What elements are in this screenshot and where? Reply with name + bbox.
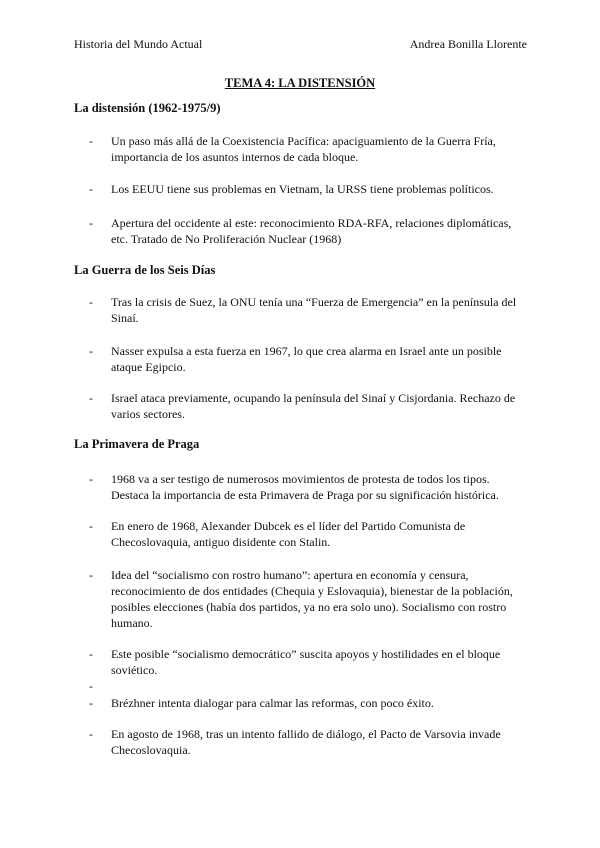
bullet-dash: - bbox=[89, 696, 93, 710]
document-title: TEMA 4: LA DISTENSIÓN bbox=[224, 76, 376, 90]
list-item bbox=[74, 695, 529, 711]
bullet-dash: - bbox=[89, 472, 93, 486]
bullet-dash: - bbox=[89, 182, 93, 196]
list-item-text: En agosto de 1968, tras un intento fallido de diálogo, el Pacto de Varsovia invade Checoslovaquia. bbox=[111, 727, 501, 757]
list-item bbox=[74, 343, 529, 375]
bullet-dash: - bbox=[89, 391, 93, 405]
bullet-dash: - bbox=[89, 344, 93, 358]
list-item-text: Este posible “socialismo democrático” suscita apoyos y hostilidades en el bloque soviético. bbox=[111, 647, 501, 677]
list-item-text: Idea del “socialismo con rostro humano”: apertura en economía y censura, reconocimiento de dos entidades (Chequia y Eslovaquia), bienestar de la población, posibles elecciones (había dos partidos, ya no era solo uno). Socialismo con rostro humano. bbox=[111, 568, 513, 630]
list-item bbox=[74, 215, 529, 247]
bullet-dash: - bbox=[89, 679, 93, 693]
section-heading-primavera-praga: La Primavera de Praga bbox=[74, 437, 200, 451]
list-item-text: Apertura del occidente al este: reconocimiento RDA-RFA, relaciones diplomáticas, etc. Tratado de No Proliferación Nuclear (1968) bbox=[111, 216, 512, 246]
list-item bbox=[74, 567, 529, 631]
bullet-dash: - bbox=[89, 568, 93, 582]
header-author: Andrea Bonilla Llorente bbox=[409, 37, 527, 51]
list-item bbox=[74, 726, 529, 758]
section-heading-seis-dias: La Guerra de los Seis Días bbox=[74, 263, 216, 277]
list-item bbox=[74, 181, 529, 197]
bullet-dash: - bbox=[89, 295, 93, 309]
header-course: Historia del Mundo Actual bbox=[74, 37, 203, 51]
section-heading-distension: La distensión (1962-1975/9) bbox=[74, 101, 221, 115]
list-item bbox=[74, 471, 529, 503]
list-item-text: Israel ataca previamente, ocupando la península del Sinaí y Cisjordania. Rechazo de varios sectores. bbox=[111, 391, 516, 421]
list-item-text: Un paso más allá de la Coexistencia Pacífica: apaciguamiento de la Guerra Fría, importancia de los asuntos internos de cada bloque. bbox=[111, 134, 496, 164]
list-item-text: Nasser expulsa a esta fuerza en 1967, lo que crea alarma en Israel ante un posible ataque Egipcio. bbox=[111, 344, 502, 374]
bullet-dash: - bbox=[89, 727, 93, 741]
bullet-dash: - bbox=[89, 647, 93, 661]
list-item bbox=[74, 294, 529, 326]
list-item bbox=[74, 518, 529, 550]
bullet-dash: - bbox=[89, 134, 93, 148]
list-item bbox=[74, 133, 529, 165]
list-item-text: En enero de 1968, Alexander Dubcek es el líder del Partido Comunista de Checoslovaquia, antiguo disidente con Stalin. bbox=[111, 519, 466, 549]
list-item-text: Tras la crisis de Suez, la ONU tenía una “Fuerza de Emergencia” en la península del Sinaí. bbox=[111, 295, 517, 325]
bullet-dash: - bbox=[89, 519, 93, 533]
list-item-text: Los EEUU tiene sus problemas en Vietnam, la URSS tiene problemas políticos. bbox=[111, 182, 494, 196]
list-item bbox=[74, 390, 529, 422]
list-item-text: 1968 va a ser testigo de numerosos movimientos de protesta de todos los tipos. Destaca la importancia de esta Primavera de Praga por su significación histórica. bbox=[111, 472, 499, 502]
bullet-dash: - bbox=[89, 216, 93, 230]
list-item bbox=[74, 646, 529, 678]
list-item-text: Brézhner intenta dialogar para calmar las reformas, con poco éxito. bbox=[111, 696, 434, 710]
